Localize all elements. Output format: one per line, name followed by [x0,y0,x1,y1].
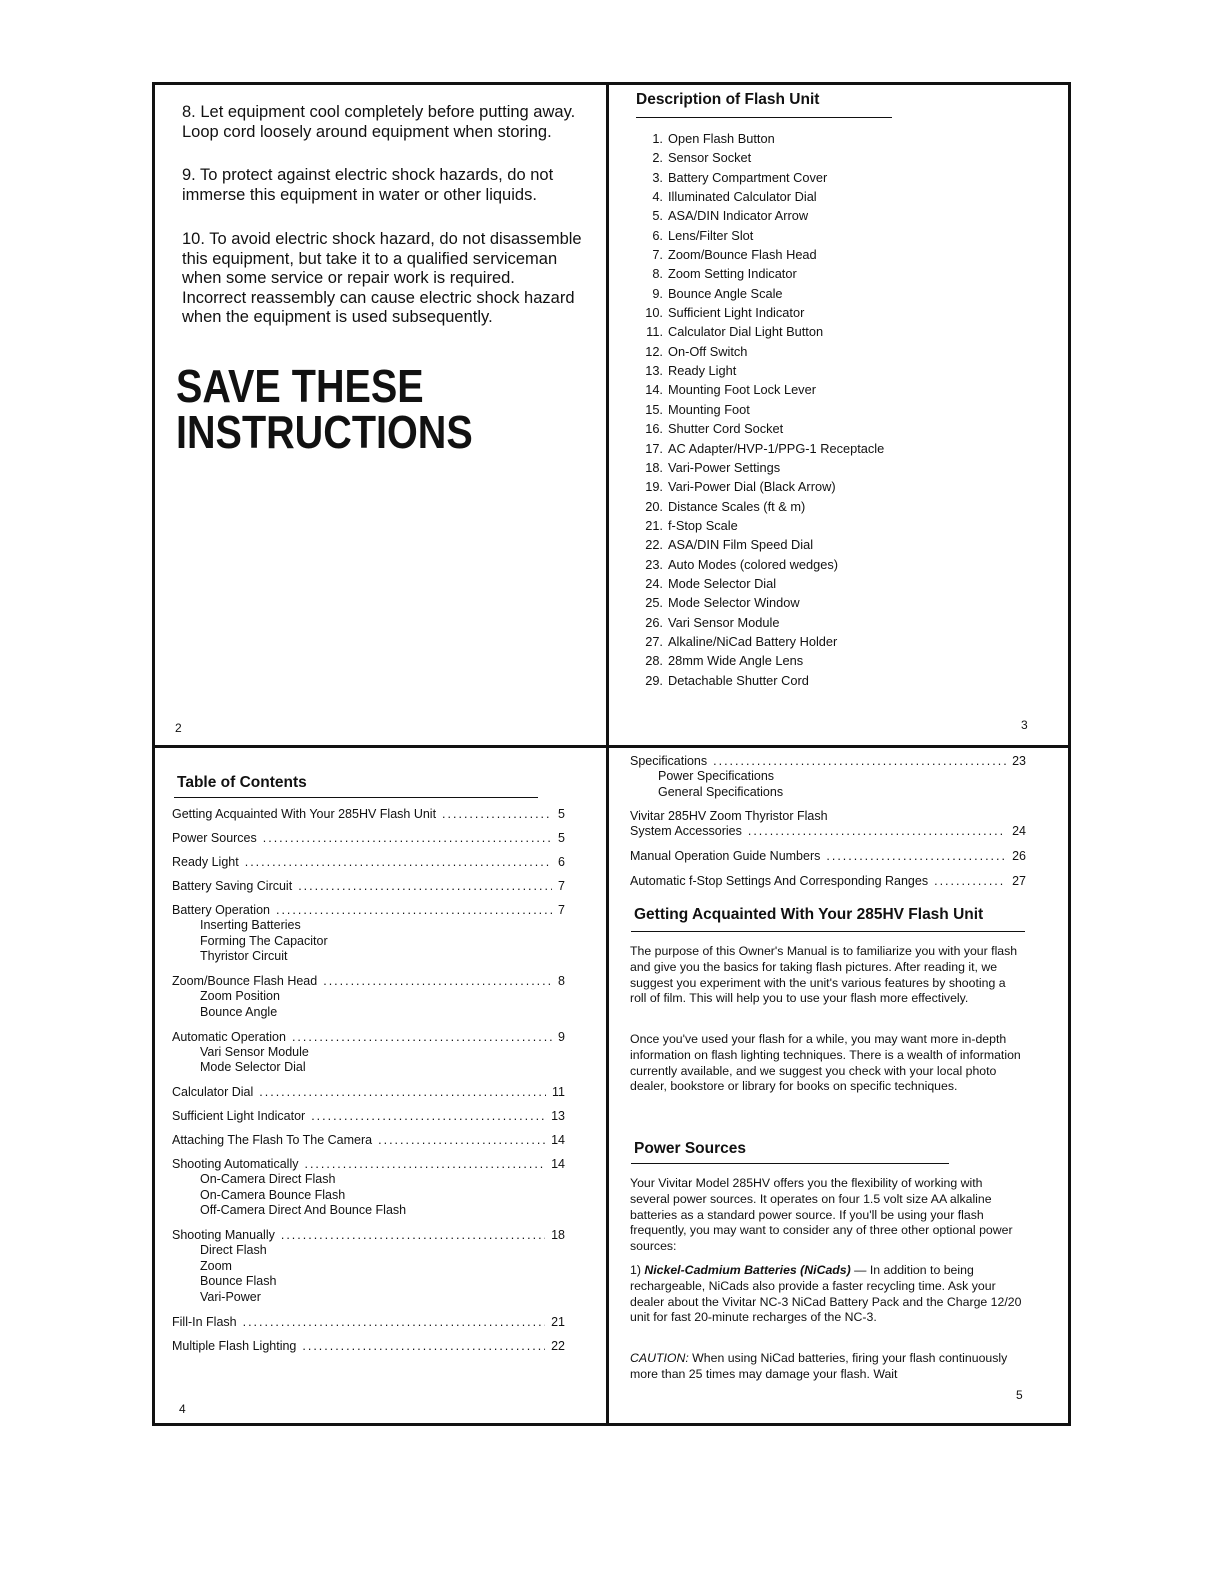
toc-page: 14 [551,1156,565,1171]
toc-row [172,1084,565,1100]
toc-entry [172,1227,565,1306]
item-number: 3. [652,169,663,185]
toc-entry [172,854,565,870]
toc-row [172,1132,565,1148]
toc-page: 5 [558,807,565,821]
item-label: Battery Compartment Cover [668,169,828,185]
toc-title: Specifications [630,754,708,768]
page-number: 2 [175,721,182,735]
item-label: On-Off Switch [668,343,748,359]
getting-acquainted-heading: Getting Acquainted With Your 285HV Flash Unit [634,906,984,923]
list-item [635,497,884,516]
toc-subentry: Power Specifications [658,769,775,783]
list-item [635,535,884,554]
toc-row [172,1227,565,1243]
toc-leader [281,1227,545,1243]
item-label: Zoom/Bounce Flash Head [668,247,817,263]
item-number: 18. [645,459,663,475]
toc-leader [934,873,1006,889]
list-item [635,613,884,632]
toc-title: Shooting Manually [172,1228,275,1243]
toc-subentry: Thyristor Circuit [200,949,288,964]
toc-title: Attaching The Flash To The Camera [172,1132,373,1147]
toc-row [172,1338,565,1354]
item-number: 4. [652,189,663,205]
item-label: Mode Selector Dial [668,575,777,591]
item-number: 19. [645,479,663,495]
list-item [635,516,884,535]
toc-subentry: Vari-Power [200,1290,261,1305]
list-item [635,458,884,477]
toc-page: 11 [552,1084,565,1099]
list-item [635,168,884,187]
page-5 [609,748,1068,1423]
item-label: Sensor Socket [668,150,752,166]
item-label: Sufficient Light Indicator [668,305,805,321]
list-item [635,593,884,612]
toc-leader [713,753,1006,769]
toc-subentry: Bounce Flash [200,1274,277,1289]
toc-page: 7 [558,903,565,917]
toc-page: 13 [551,1108,565,1123]
toc-title-prefix: Vivitar 285HV Zoom Thyristor Flash [630,809,828,824]
item-number: 23. [645,556,663,572]
toc-entry [172,1314,565,1330]
toc-row [172,1314,565,1330]
item-label: Lens/Filter Slot [668,227,754,243]
toc-row [172,973,565,989]
list-item [635,187,884,206]
item-number: 26. [645,614,663,630]
paragraph-in-depth: Once you've used your flash for a while, you may want more in-depth information on flash lighting techniques. There is a wealth of information currently available, and we suggest you check with your local photo dealer, bookstore or library for books on specific techniques. [630,1032,1021,1094]
item-number: 6. [652,227,663,243]
item-label: Vari-Power Settings [668,459,781,475]
toc-row [172,878,565,894]
toc-title: Battery Saving Circuit [172,879,293,893]
save-line-2: INSTRUCTIONS [176,406,473,458]
item-label: ASA/DIN Film Speed Dial [668,537,814,553]
toc-entry [172,830,565,846]
toc-row [172,1029,565,1045]
toc-entry [172,1108,565,1124]
list-item [635,439,884,458]
toc-page: 22 [551,1338,565,1353]
item-label: Mode Selector Window [668,595,800,611]
item-number: 2. [652,150,663,166]
page-number: 3 [1021,718,1028,732]
item-label: Illuminated Calculator Dial [668,189,817,205]
toc-subentry: Forming The Capacitor [200,933,328,948]
toc-entry [172,902,565,965]
item-number: 5. [652,208,663,224]
toc-subentry: Direct Flash [200,1243,267,1258]
item-number: 11. [646,324,663,340]
list-item [635,361,884,380]
toc-heading: Table of Contents [177,774,307,791]
item-number: 16. [645,421,663,437]
heading-rule [631,931,1025,932]
toc-leader [243,1314,546,1330]
toc-leader [304,1156,545,1172]
toc-entry [172,1084,565,1100]
toc-subentry: Zoom [200,1258,232,1273]
toc-entry [172,806,565,822]
item-label: f-Stop Scale [668,517,738,533]
item-label: Bounce Angle Scale [668,285,783,301]
paragraph-caution: CAUTION: When using NiCad batteries, firing your flash continuously more than 25 times may damage your flash. Wait [630,1351,1008,1381]
toc-leader [298,878,552,894]
item-label: Alkaline/NiCad Battery Holder [668,633,838,649]
list-item [635,342,884,361]
item-number: 27. [645,633,663,649]
toc-leader [442,806,552,822]
toc-page: 21 [551,1314,565,1329]
page-2 [155,85,606,745]
item-number: 25. [645,595,663,611]
page-number: 5 [1016,1388,1023,1402]
toc-leader [378,1132,545,1148]
description-heading: Description of Flash Unit [636,91,820,108]
item-number: 10. [645,305,663,321]
paragraph-purpose: The purpose of this Owner's Manual is to familiarize you with your flash and give you the basics for taking flash pictures. After reading it, we suggest you experiment with the unit's various features by shooting a roll of film. This will help you to use your flash more effectively. [630,944,1018,1006]
list-item [635,322,884,341]
toc-leader [302,1338,545,1354]
toc-title: Manual Operation Guide Numbers [630,849,821,864]
toc-title: Getting Acquainted With Your 285HV Flash Unit [172,807,437,821]
item-number: 20. [645,498,663,514]
parts-list [635,129,884,690]
caution-label: CAUTION: [630,1351,689,1365]
toc-title: Sufficient Light Indicator [172,1108,306,1123]
paragraph-nicad: 1) Nickel-Cadmium Batteries (NiCads) — In addition to being rechargeable, NiCads also provide a faster recycling time. Ask your dealer about the Vivitar NC-3 NiCad Battery Pack and the Charge 12/20 unit for fast 20-minute recharges of the NC-3. [630,1263,1022,1325]
save-line-1: SAVE THESE [176,360,424,412]
toc-page: 5 [558,831,565,845]
item-number: 7. [652,247,663,263]
item-label: Zoom Setting Indicator [668,266,797,282]
list-item [635,574,884,593]
toc-subentry: On-Camera Direct Flash [200,1171,336,1186]
toc-title: Shooting Automatically [172,1156,299,1171]
toc-leader [323,973,552,989]
toc-page: 9 [558,1029,565,1044]
heading-rule [174,797,538,798]
toc-leader [259,1084,546,1100]
toc-leader [826,848,1006,864]
toc-leader [292,1029,552,1045]
nicad-title: Nickel-Cadmium Batteries (NiCads) [644,1263,851,1277]
item-label: 28mm Wide Angle Lens [668,653,804,669]
toc-title: Zoom/Bounce Flash Head [172,974,318,989]
heading-rule [631,1163,949,1164]
list-item [635,632,884,651]
list-item [635,380,884,399]
list-item [635,651,884,670]
list-item [635,671,884,690]
toc-leader [276,902,552,918]
toc-title: Automatic f-Stop Settings And Corresponding Ranges [630,874,929,889]
item-label: Distance Scales (ft & m) [668,498,806,514]
toc-subentry: Off-Camera Direct And Bounce Flash [200,1203,407,1218]
list-item [635,477,884,496]
item-label: Mounting Foot Lock Lever [668,382,816,398]
toc-title: Calculator Dial [172,1084,254,1099]
toc-title: Battery Operation [172,903,270,917]
table-of-contents [172,806,565,1362]
toc-entry [172,1132,565,1148]
item-number: 21. [645,517,663,533]
toc-subentry: Vari Sensor Module [200,1044,309,1059]
toc-row [172,1108,565,1124]
item-number: 24. [645,575,663,591]
list-item [635,206,884,225]
toc-entry [630,753,1026,800]
item-number: 8. [652,266,663,282]
toc-page: 7 [558,879,565,893]
toc-subentry: On-Camera Bounce Flash [200,1187,346,1202]
item-number: 29. [645,672,663,688]
toc-page: 24 [1012,824,1026,839]
item-number: 22. [645,537,663,553]
toc-title: Automatic Operation [172,1029,286,1044]
toc-page: 8 [558,974,565,989]
toc-title: Power Sources [172,831,257,845]
page-4 [155,748,606,1423]
item-label: Mounting Foot [668,401,750,417]
toc-entry [172,1156,565,1219]
item-label: Ready Light [668,363,737,379]
power-sources-heading: Power Sources [634,1140,746,1157]
item-number: 17. [645,440,663,456]
list-item [635,284,884,303]
item-number: 13. [645,363,663,379]
instruction-10: 10. To avoid electric shock hazard, do not disassemble this equipment, but take it to a qualified serviceman when some service or repair work is required. Incorrect reassembly can cause electric shock hazard when the equipment is used subsequently. [182,230,582,326]
page-number: 4 [179,1402,186,1416]
toc-row [630,823,1026,839]
item-label: Shutter Cord Socket [668,421,784,437]
item-number: 1. [652,131,663,146]
toc-row [172,1156,565,1172]
toc-subentry: Inserting Batteries [200,918,301,932]
instruction-8: 8. Let equipment cool completely before putting away. Loop cord loosely around equipment when storing. [182,103,576,141]
toc-title: System Accessories [630,824,742,839]
list-item [635,555,884,574]
item-number: 28. [645,653,663,669]
page-3 [609,85,1068,745]
toc-page: 14 [551,1132,565,1147]
toc-title: Ready Light [172,855,239,869]
item-number: 9. [652,285,663,301]
toc-row [172,854,565,870]
item-label: AC Adapter/HVP-1/PPG-1 Receptacle [668,440,885,456]
toc-title: Fill-In Flash [172,1314,237,1329]
list-item [635,303,884,322]
toc-row [172,806,565,822]
list-item [635,129,884,148]
item-number: 12. [645,343,663,359]
list-item [635,419,884,438]
toc-leader [748,823,1006,839]
toc-entry [172,878,565,894]
toc-row [630,753,1026,769]
toc-entry [172,973,565,1020]
toc-page: 27 [1012,874,1026,889]
item-number: 14. [645,382,663,398]
toc-entry [172,1338,565,1354]
list-item [635,226,884,245]
toc-title: Multiple Flash Lighting [172,1338,297,1353]
toc-row [172,902,565,918]
toc-leader [263,830,552,846]
item-label: Vari-Power Dial (Black Arrow) [668,479,836,495]
item-number: 15. [645,401,663,417]
item-label: Auto Modes (colored wedges) [668,556,839,572]
toc-entry [172,1029,565,1076]
item-label: Open Flash Button [668,131,775,146]
list-item [635,245,884,264]
toc-page: 23 [1012,754,1026,768]
toc-entry [630,848,1026,864]
save-instructions-title [176,360,473,458]
item-label: ASA/DIN Indicator Arrow [668,208,809,224]
list-item [635,264,884,283]
toc-subentry: Mode Selector Dial [200,1060,306,1075]
toc-page: 26 [1012,849,1026,864]
toc-subentry: Bounce Angle [200,1004,278,1019]
heading-rule [636,117,892,118]
toc-page: 18 [551,1228,565,1243]
toc-leader [311,1108,545,1124]
toc-subentry: Zoom Position [200,989,280,1004]
item-label: Vari Sensor Module [668,614,780,630]
toc-page: 6 [558,855,565,869]
toc-entry [630,809,1026,839]
table-of-contents-continued [630,753,1026,898]
list-item [635,400,884,419]
toc-row [630,873,1026,889]
item-label: Detachable Shutter Cord [668,672,809,688]
item-label: Calculator Dial Light Button [668,324,824,340]
toc-row [172,830,565,846]
toc-entry [630,873,1026,889]
list-item [635,148,884,167]
instruction-9: 9. To protect against electric shock hazards, do not immerse this equipment in water or other liquids. [182,166,554,204]
paragraph-power-sources: Your Vivitar Model 285HV offers you the flexibility of working with several power sources. It operates on four 1.5 volt size AA alkaline batteries as a standard power source. If you'll be using your flash frequently, you may want to consider any of three other optional power sources: [630,1176,1013,1254]
toc-row [630,848,1026,864]
toc-leader [245,854,552,870]
toc-subentry: General Specifications [658,784,784,799]
